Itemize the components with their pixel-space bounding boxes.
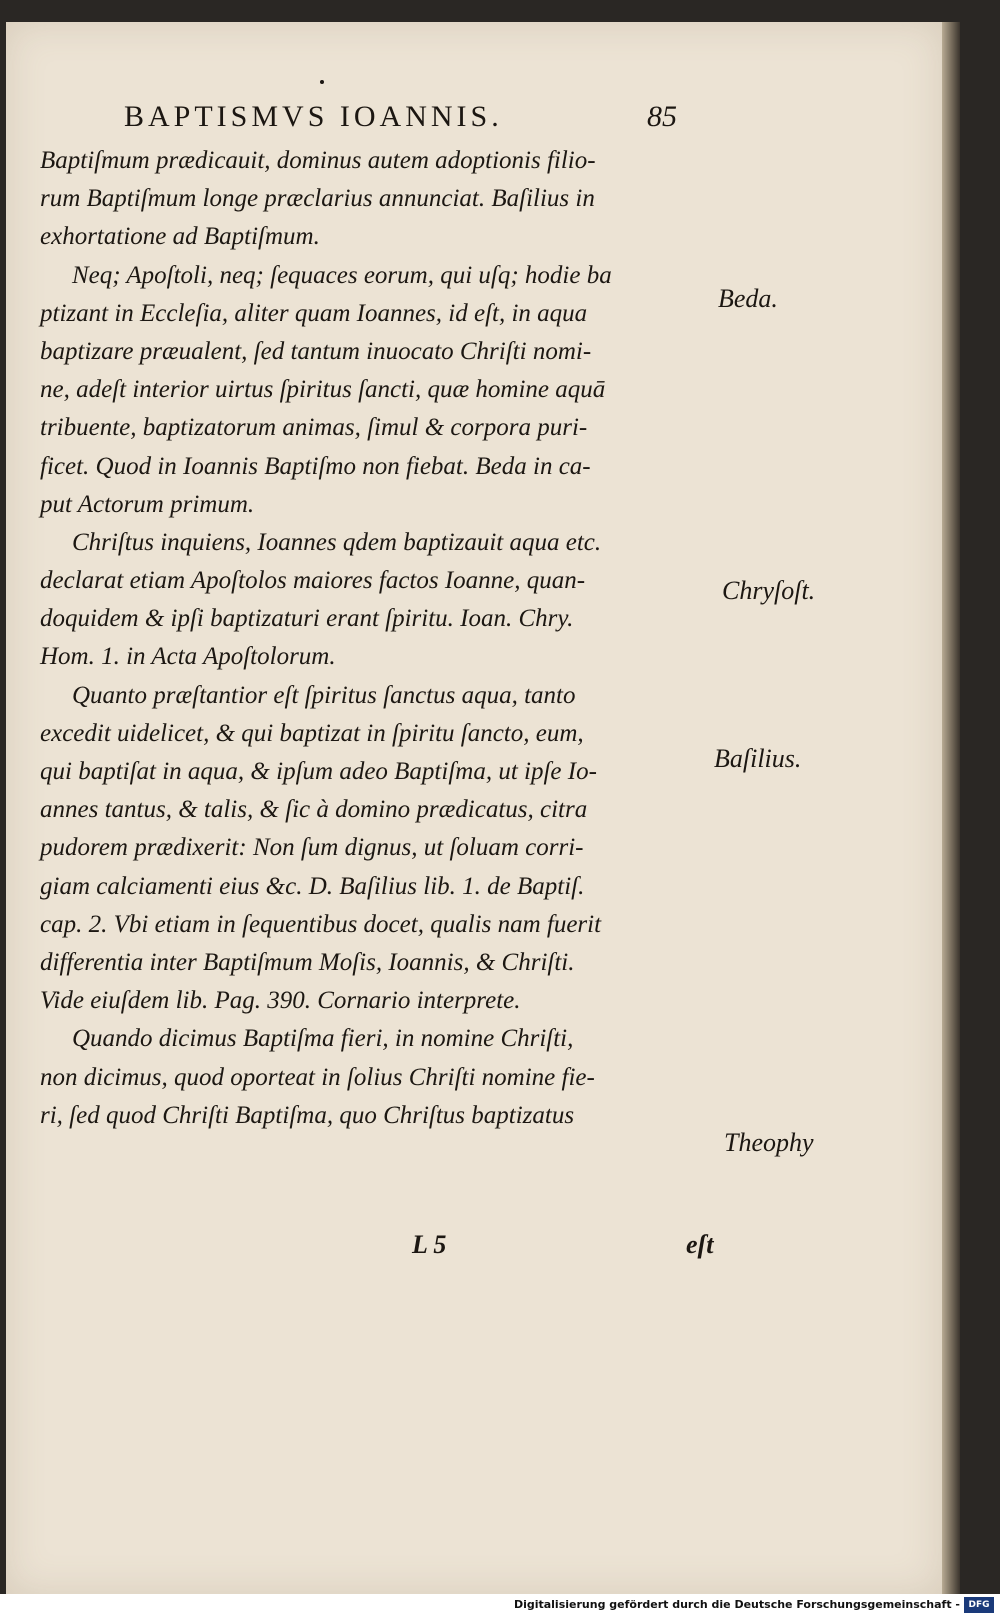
- text-line: giam calciamenti eius &c. D. Baſilius lib. 1. de Baptiſ.: [40, 872, 585, 900]
- text-line: ptizant in Eccleſia, aliter quam Ioannes, id eſt, in aqua: [40, 299, 588, 327]
- text-line: excedit uidelicet, & qui baptizat in ſpiritu ſancto, eum,: [40, 719, 584, 747]
- text-line: Vide eiuſdem lib. Pag. 390. Cornario interprete.: [40, 987, 521, 1015]
- text-line: pudorem prædixerit: Non ſum dignus, ut ſoluam corri-: [40, 834, 584, 862]
- text-line: Neq; Apoſtoli, neq; ſequaces eorum, qui uſq; hodie ba: [72, 261, 612, 289]
- text-line: Quando dicimus Baptiſma fieri, in nomine Chriſti,: [72, 1025, 574, 1053]
- margin-note-basilius: Baſilius.: [714, 744, 802, 773]
- text-line: ne, adeſt interior uirtus ſpiritus ſancti, quæ homine aquā: [40, 376, 606, 404]
- margin-note-chrysost: Chryſoſt.: [722, 576, 816, 605]
- dfg-logo: DFG: [964, 1597, 994, 1613]
- margin-note-beda: Beda.: [718, 284, 778, 313]
- text-line: Quanto præſtantior eſt ſpiritus ſanctus aqua, tanto: [72, 681, 576, 709]
- text-line: put Actorum primum.: [40, 490, 255, 518]
- signature-mark: L 5: [412, 1230, 447, 1259]
- text-line: baptizare præualent, ſed tantum inuocato Chriſti nomi-: [40, 337, 592, 365]
- text-line: declarat etiam Apoſtolos maiores factos Ioanne, quan-: [40, 567, 586, 595]
- text-line: tribuente, baptizatorum animas, ſimul & corpora puri-: [40, 414, 588, 442]
- body-text: [40, 142, 700, 1135]
- margin-note-theophy: Theophy: [724, 1128, 814, 1157]
- text-line: annes tantus, & talis, & ſic à domino prædicatus, citra: [40, 796, 588, 824]
- text-line: Hom. 1. in Acta Apoſtolorum.: [40, 643, 336, 671]
- text-line: doquidem & ipſi baptizaturi erant ſpiritu. Ioan. Chry.: [40, 605, 574, 633]
- running-header: [124, 100, 724, 140]
- text-line: Baptiſmum prædicauit, dominus autem adoptionis filio-: [40, 147, 596, 174]
- text-line: non dicimus, quod oporteat in ſolius Chriſti nomine fie-: [40, 1063, 595, 1091]
- book-spine: [942, 22, 960, 1594]
- text-line: ficet. Quod in Ioannis Baptiſmo non fiebat. Beda in ca-: [40, 452, 591, 480]
- text-line: cap. 2. Vbi etiam in ſequentibus docet, qualis nam fuerit: [40, 910, 602, 938]
- text-line: qui baptiſat in aqua, & ipſum adeo Baptiſma, ut ipſe Io-: [40, 758, 597, 785]
- running-title: BAPTISMVS IOANNIS.: [124, 100, 503, 133]
- credit-text: Digitalisierung gefördert durch die Deutsche Forschungsgemeinschaft -: [513, 1598, 960, 1611]
- text-line: ri, ſed quod Chriſti Baptiſma, quo Chriſtus baptizatus: [40, 1101, 575, 1129]
- text-line: Chriſtus inquiens, Ioannes qdem baptizauit aqua etc.: [72, 528, 602, 556]
- text-line: exhortatione ad Baptiſmum.: [40, 223, 320, 251]
- catchword: eſt: [686, 1230, 714, 1259]
- text-line: rum Baptiſmum longe præclarius annunciat. Baſilius in: [40, 185, 595, 213]
- header-ornament-dot: [320, 80, 324, 84]
- credit-bar: [0, 1594, 1000, 1618]
- page-number: 85: [647, 100, 677, 133]
- text-line: differentia inter Baptiſmum Moſis, Ioannis, & Chriſti.: [40, 948, 575, 976]
